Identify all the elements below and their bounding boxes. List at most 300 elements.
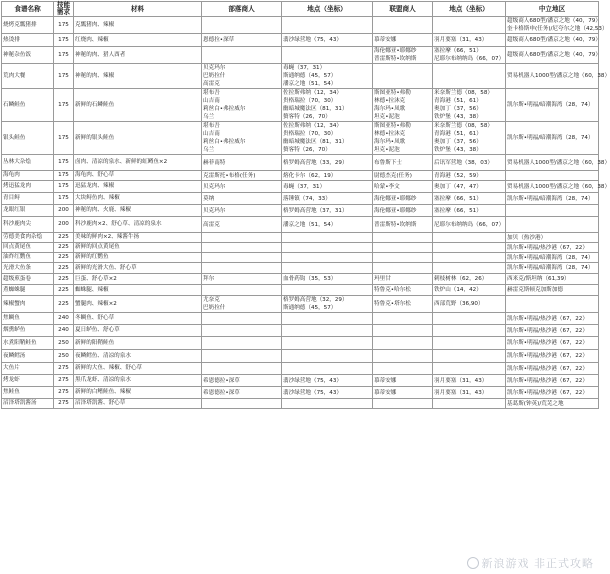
alliance-location-line: 羽月要塞（31，43） (434, 37, 488, 43)
horde-vendor (202, 34, 282, 47)
horde-vendor-line: 贝克玛尔 (203, 65, 226, 71)
alliance-vendor (373, 89, 433, 122)
horde-vendor-line (203, 339, 280, 347)
horde-location (282, 263, 373, 274)
table-row (2, 325, 599, 337)
neutral-area-line: 凯尔斯•明福/暗潮海湾（28，74） (507, 102, 594, 108)
horde-location-line (283, 365, 371, 373)
horde-location-line: 翡沙绿营地（75，43） (283, 377, 342, 384)
header-alliance-location: 地点（坐标） (433, 2, 506, 17)
horde-vendor (202, 243, 282, 253)
header-alliance-vendor: 联盟商人 (373, 2, 433, 17)
horde-vendor (202, 205, 282, 217)
horde-vendor (202, 285, 282, 296)
horde-vendor (202, 253, 282, 263)
materials: 卤肉、清凉的泉水、新鲜的虹鳟鱼×2 (74, 155, 202, 171)
recipe-name: 烧烤克瓢猪排 (2, 17, 54, 34)
horde-vendor-line: 山吉南 (203, 98, 220, 104)
recipe-name: 丛林大杂烩 (2, 155, 54, 171)
horde-location (282, 217, 373, 233)
horde-vendor (202, 350, 282, 363)
horde-location-line: 赘客特（26，70） (283, 114, 331, 120)
alliance-location-line (434, 400, 504, 408)
alliance-location-line: 塞拉摩（66，51） (434, 207, 482, 214)
alliance-vendor (373, 350, 433, 363)
table-row (2, 233, 599, 243)
alliance-location (433, 17, 506, 34)
materials: 神秘的肉、火鹿、辣椒 (74, 205, 202, 217)
alliance-vendor (373, 155, 433, 171)
horde-location (282, 233, 373, 243)
alliance-location-line: 尼耶尔布纳纳岛（66，07） (434, 56, 505, 62)
alliance-vendor (373, 17, 433, 34)
skill-requirement: 175 (54, 193, 74, 205)
alliance-location (433, 263, 506, 274)
horde-vendor (202, 17, 282, 34)
table-body (2, 17, 610, 409)
alliance-vendor (373, 217, 433, 233)
alliance-vendor (373, 47, 433, 64)
alliance-vendor-line: 林德•拉沐克 (374, 98, 406, 104)
alliance-vendor-line: 特鲁克•哈尔松 (374, 287, 411, 293)
alliance-vendor-line: 布鲁斯下士 (374, 159, 402, 166)
skill-requirement: 175 (54, 122, 74, 155)
alliance-location-line: 奥加丁（37，56） (434, 106, 482, 112)
alliance-vendor-line: 坦克•泥泡 (374, 147, 400, 153)
horde-vendor-line: 拜尔 (203, 276, 215, 282)
alliance-location-line (434, 21, 504, 29)
horde-location-line: 格罗姆高营地（32，29） (283, 297, 348, 303)
horde-vendor-line (203, 51, 280, 59)
alliance-vendor-line: 坦克•泥泡 (374, 114, 400, 120)
horde-location-line: 血骨药钩（35，53） (283, 276, 337, 282)
skill-requirement: 225 (54, 233, 74, 243)
horde-location-line: 佐拉斯弗纳（12，34） (283, 123, 342, 129)
alliance-location (433, 155, 506, 171)
alliance-location (433, 325, 506, 337)
table-row (2, 387, 599, 399)
alliance-vendor-line: 慕蒂安娜 (374, 37, 397, 43)
alliance-location (433, 387, 506, 399)
alliance-vendor (373, 363, 433, 375)
table-row (2, 122, 599, 155)
alliance-location-line (434, 365, 504, 373)
materials: 新鲜的阳鞘鲑鱼 (74, 337, 202, 350)
alliance-location-line: 尼耶尔布纳纳岛（66，07） (434, 221, 505, 228)
alliance-vendor (373, 296, 433, 313)
materials: 蜘蛛腿、辣椒 (74, 285, 202, 296)
horde-location (282, 285, 373, 296)
alliance-vendor-line (374, 327, 431, 335)
alliance-vendor-line (374, 339, 431, 347)
horde-location (282, 253, 373, 263)
horde-location (282, 325, 373, 337)
horde-location-line (283, 339, 371, 347)
neutral-area (506, 64, 610, 89)
alliance-location-line (434, 264, 504, 272)
neutral-area (506, 253, 599, 263)
header-horde-vendor: 部落商人 (202, 2, 282, 17)
skill-requirement: 240 (54, 325, 74, 337)
materials: 红烧肉、辣椒 (74, 34, 202, 47)
alliance-location (433, 64, 506, 89)
neutral-area (506, 47, 599, 64)
alliance-vendor (373, 233, 433, 243)
recipe-name: 辣椒蟹肉 (2, 296, 54, 313)
horde-location-line: 潘京之地（51，54） (283, 221, 337, 228)
neutral-area-line: 西米克/斯坦纳（61,39） (507, 276, 570, 282)
horde-location-line: 翡沙绿营地（75，43） (283, 389, 342, 396)
alliance-location (433, 89, 506, 122)
neutral-area (506, 205, 599, 217)
alliance-vendor-line: 海伦娜亚•耶娜纱 (374, 207, 417, 214)
alliance-location (433, 350, 506, 363)
neutral-area-line: 凯尔斯•明福/暗潮海湾（28，74） (507, 254, 594, 261)
recipe-name: 热烫排 (2, 34, 54, 47)
neutral-area-line: 凯尔斯•明福/热沙港（67，22） (507, 327, 588, 334)
horde-vendor-line: 赫菲南特 (203, 159, 226, 166)
recipe-table (1, 1, 610, 409)
alliance-location-line (434, 339, 504, 347)
alliance-vendor-line: 海伦娜亚•耶娜纱 (374, 48, 417, 54)
skill-requirement: 175 (54, 17, 74, 34)
horde-vendor-line (203, 244, 280, 252)
materials: 蟹腿肉、辣椒×2 (74, 296, 202, 313)
skill-requirement: 175 (54, 171, 74, 181)
horde-location (282, 274, 373, 285)
table-row (2, 274, 599, 285)
alliance-location-line: 羽月要塞（31，43） (434, 389, 488, 396)
alliance-location-line: 塞拉摩（66，51） (434, 195, 482, 202)
alliance-location-line: 铁炉山（14，42） (434, 287, 482, 293)
materials: 大块鲟鱼肉、辣椒 (74, 193, 202, 205)
horde-location (282, 181, 373, 193)
skill-requirement: 175 (54, 181, 74, 193)
horde-vendor (202, 181, 282, 193)
alliance-location-line (434, 254, 504, 262)
alliance-vendor-line (374, 72, 431, 80)
horde-location (282, 89, 373, 122)
neutral-area (506, 296, 599, 313)
recipe-name: 焦鲑鱼 (2, 387, 54, 399)
horde-vendor (202, 233, 282, 243)
horde-location (282, 34, 373, 47)
alliance-vendor (373, 64, 433, 89)
neutral-area (506, 387, 599, 399)
materials: 神秘的肉、辣椒 (74, 64, 202, 89)
horde-vendor (202, 313, 282, 325)
horde-location (282, 399, 373, 409)
recipe-name: 神秘杂鱼饭 (2, 47, 54, 64)
skill-requirement: 225 (54, 285, 74, 296)
alliance-location-line: 奥加丁（37，56） (434, 139, 482, 145)
table-row (2, 253, 599, 263)
table-row (2, 34, 599, 47)
alliance-vendor (373, 171, 433, 181)
horde-vendor (202, 325, 282, 337)
alliance-location (433, 47, 506, 64)
neutral-area-line: 凯尔斯•明福/热沙港（67，22） (507, 365, 588, 372)
horde-vendor-line: 高雷克 (203, 221, 220, 228)
alliance-location-line (434, 327, 504, 335)
horde-vendor-line: 堪布吾 (203, 90, 220, 96)
skill-requirement: 225 (54, 243, 74, 253)
recipe-name: 煮蜘蛛腿 (2, 285, 54, 296)
materials: 黑爪龙虾、清凉的泉水 (74, 375, 202, 387)
materials: 美味的鲜肉×2、辣酱牛扬 (74, 233, 202, 243)
horde-location (282, 243, 373, 253)
skill-requirement: 225 (54, 263, 74, 274)
neutral-area (506, 243, 599, 253)
horde-vendor (202, 387, 282, 399)
skill-requirement: 250 (54, 337, 74, 350)
neutral-area-line: 贸易机器人1000型/潘京之地（60，38） (507, 183, 610, 190)
recipe-name: 烤龙虾 (2, 375, 54, 387)
horde-location (282, 122, 373, 155)
neutral-area-line (507, 221, 597, 229)
horde-vendor-line: 巴奶拉什 (203, 305, 226, 311)
alliance-location (433, 399, 506, 409)
alliance-location-line: 青海港（51，61） (434, 131, 482, 137)
horde-vendor (202, 155, 282, 171)
alliance-location-line (434, 352, 504, 360)
horde-location-line: 赘客特（26，70） (283, 147, 331, 153)
alliance-location-line: 铁炉堡（43，38） (434, 114, 482, 120)
horde-vendor (202, 263, 282, 274)
horde-location-line: 毒蝇（37，31） (283, 65, 326, 71)
neutral-area-line (507, 207, 597, 215)
alliance-location (433, 171, 506, 181)
neutral-area-line: 基葛斯(钟英)/荒芜之地 (507, 400, 564, 407)
alliance-location-line: 刺枝树林（62，26） (434, 276, 488, 282)
recipe-name: 水煮阳鞘鲑鱼 (2, 337, 54, 350)
neutral-area (506, 193, 599, 205)
alliance-location-line (434, 234, 504, 242)
horde-location (282, 350, 373, 363)
horde-location-line: 毒蝇（37，31） (283, 183, 326, 190)
recipe-name: 超级煎蛋卷 (2, 274, 54, 285)
alliance-vendor-line (374, 264, 431, 272)
recipe-name: 龙眼红银 (2, 205, 54, 217)
table-row (2, 217, 599, 233)
alliance-location-line (434, 72, 504, 80)
horde-vendor-line (203, 254, 280, 262)
horde-location-line: 格罗姆高营地（33，29） (283, 159, 348, 166)
neutral-area (506, 350, 599, 363)
horde-vendor-line (203, 286, 280, 294)
recipe-name: 银头鲑鱼 (2, 122, 54, 155)
materials: 迅猛龙肉、辣椒 (74, 181, 202, 193)
alliance-location-line: 西部荒野（36,90） (434, 301, 484, 307)
watermark (467, 555, 595, 571)
horde-vendor-line: 乌兰 (203, 114, 215, 120)
horde-vendor (202, 363, 282, 375)
materials: 新鲜的大鱼、辣椒、舒心草 (74, 363, 202, 375)
alliance-vendor-line (374, 21, 431, 29)
neutral-area (506, 155, 610, 171)
alliance-vendor (373, 387, 433, 399)
skill-requirement: 275 (54, 375, 74, 387)
horde-vendor (202, 64, 282, 89)
horde-vendor-line: 贝克玛尔 (203, 207, 226, 214)
materials: 科沙鹿肉×2、舒心草、清凉的泉水 (74, 217, 202, 233)
materials: 新鲜的回点黄尾鱼 (74, 243, 202, 253)
alliance-location-line: 奥加丁（47，47） (434, 183, 482, 190)
table-row (2, 263, 599, 274)
alliance-vendor-line: 海伦娜亚•耶娜纱 (374, 195, 417, 202)
alliance-vendor (373, 181, 433, 193)
horde-vendor-line: 贝克玛尔 (203, 183, 226, 190)
horde-location-line (283, 51, 371, 59)
recipe-name: 科沙鹿肉尖 (2, 217, 54, 233)
table-row (2, 350, 599, 363)
horde-vendor (202, 193, 282, 205)
horde-vendor (202, 47, 282, 64)
neutral-area-line: 凯尔斯•明福/热沙港（67，22） (507, 244, 588, 251)
horde-location-line (283, 254, 371, 262)
materials: 神秘的肉、猎人酉者 (74, 47, 202, 64)
alliance-location (433, 296, 506, 313)
materials: 冬鲷鱼、舒心草 (74, 313, 202, 325)
materials: 海龟肉、舒心草 (74, 171, 202, 181)
neutral-area-line: 超级商人680型/潘京之地（40，79） (507, 37, 601, 43)
neutral-area-line: 凯尔斯•明福/热沙港（67，22） (507, 340, 588, 346)
horde-location (282, 375, 373, 387)
table-row (2, 47, 599, 64)
alliance-vendor-line: 普雷斯特•坎纳斯 (374, 56, 417, 62)
skill-requirement: 275 (54, 399, 74, 409)
materials: 新鲜的白鳍鲑鱼、辣椒 (74, 387, 202, 399)
horde-vendor (202, 89, 282, 122)
neutral-area-line: 贸易机器人1000型/潘京之地（60，38） (507, 159, 610, 166)
horde-vendor-line: 堪布吾 (203, 123, 220, 129)
header-horde-location: 地点（坐标） (282, 2, 373, 17)
horde-location (282, 17, 373, 34)
materials: 新鲜的石鳞鲑鱼 (74, 89, 202, 122)
alliance-location (433, 233, 506, 243)
horde-vendor (202, 296, 282, 313)
neutral-area-line: 凯尔斯•明福/暗潮海湾（28，74） (507, 195, 594, 202)
horde-vendor (202, 217, 282, 233)
neutral-area-line: 超级商人680型/潘京之地（40，79） (507, 52, 601, 58)
alliance-vendor (373, 205, 433, 217)
neutral-area (506, 181, 610, 193)
alliance-location-line: 青海港（52，59） (434, 172, 482, 179)
horde-vendor (202, 399, 282, 409)
table-row (2, 285, 599, 296)
table-row (2, 337, 599, 350)
alliance-location (433, 34, 506, 47)
alliance-vendor-line: 特鲁克•塔尔松 (374, 301, 411, 307)
alliance-vendor-line: 林德•拉沐克 (374, 131, 406, 137)
alliance-vendor-line: 慕蒂安娜 (374, 389, 397, 396)
table-header (2, 2, 599, 17)
alliance-vendor-line (374, 234, 431, 242)
horde-vendor-line: 巴奶拉什 (203, 73, 226, 79)
neutral-area (506, 274, 599, 285)
alliance-vendor-line: 斯图亚特•弗勒 (374, 90, 411, 96)
neutral-area (506, 89, 599, 122)
horde-location-line (283, 234, 371, 242)
neutral-area (506, 171, 599, 181)
horde-vendor-line (203, 264, 280, 272)
horde-vendor-line: 希恩德拉•深草 (203, 377, 240, 384)
alliance-vendor (373, 313, 433, 325)
horde-vendor-line: 恩德拉•深草 (203, 37, 235, 43)
neutral-area (506, 17, 608, 34)
neutral-area-line: 凯尔斯•明福/热沙港（67，22） (507, 389, 588, 396)
alliance-location (433, 253, 506, 263)
table-row (2, 193, 599, 205)
alliance-vendor (373, 34, 433, 47)
horde-vendor-line (203, 365, 280, 373)
recipe-name: 沼泽塔凯酱汤 (2, 399, 54, 409)
skill-requirement: 175 (54, 64, 74, 89)
header-skill-requirement: 技能需求 (54, 2, 74, 17)
alliance-vendor (373, 285, 433, 296)
horde-vendor-line: 莫纳 (203, 195, 215, 202)
table-row (2, 155, 599, 171)
recipe-name: 大鱼片 (2, 363, 54, 375)
neutral-area-line: 凯尔斯•明福/热沙港（67，22） (507, 315, 588, 322)
horde-location (282, 171, 373, 181)
table-row (2, 64, 599, 89)
skill-requirement: 175 (54, 47, 74, 64)
alliance-vendor-line (374, 400, 431, 408)
materials: 克瓢猪肉、辣椒 (74, 17, 202, 34)
alliance-location-line: 塞拉摩（66，51） (434, 48, 482, 54)
neutral-area (506, 233, 599, 243)
horde-vendor-line: 莉丝白•弗拉威尔 (203, 139, 246, 145)
horde-location-line (283, 315, 371, 323)
horde-location-line: 贵格瑞拉（70，30） (283, 131, 337, 137)
alliance-vendor (373, 375, 433, 387)
alliance-vendor-line: 海尔玛•凤歌 (374, 139, 406, 145)
horde-vendor-line: 莉丝白•弗拉威尔 (203, 106, 246, 112)
alliance-vendor (373, 263, 433, 274)
header-neutral-area: 中立地区 (506, 2, 599, 17)
horde-location-line (283, 400, 371, 408)
skill-requirement: 225 (54, 274, 74, 285)
recipe-name: 夜鳞鳕汤 (2, 350, 54, 363)
alliance-vendor-line (374, 365, 431, 373)
horde-vendor (202, 337, 282, 350)
alliance-location-line: 羽月要塞（31，43） (434, 377, 488, 384)
neutral-area-line (507, 172, 597, 180)
horde-vendor (202, 375, 282, 387)
materials: 夜鳞鳕鱼、清凉的泉水 (74, 350, 202, 363)
materials: 沼泽塔凯酱、舒心草 (74, 399, 202, 409)
skill-requirement: 225 (54, 296, 74, 313)
alliance-location (433, 285, 506, 296)
horde-location (282, 296, 373, 313)
alliance-vendor-line (374, 244, 431, 252)
horde-location-line: 潘京之地（51，54） (283, 81, 337, 87)
recipe-name: 油炸红鹦鱼 (2, 253, 54, 263)
alliance-vendor-line (374, 254, 431, 262)
horde-location-line: 落锤镇（74，33） (283, 195, 331, 202)
alliance-location-line: 青海港（51，61） (434, 98, 482, 104)
table-row (2, 89, 599, 122)
table-row (2, 17, 599, 34)
alliance-vendor-line: 海尔玛•凤歌 (374, 106, 406, 112)
alliance-location (433, 217, 506, 233)
recipe-name: 烤迅猛龙肉 (2, 181, 54, 193)
alliance-vendor-line: 尉德杰克(任务) (374, 172, 412, 179)
recipe-name: 焦鲷鱼 (2, 313, 54, 325)
alliance-vendor-line (374, 352, 431, 360)
alliance-location (433, 243, 506, 253)
